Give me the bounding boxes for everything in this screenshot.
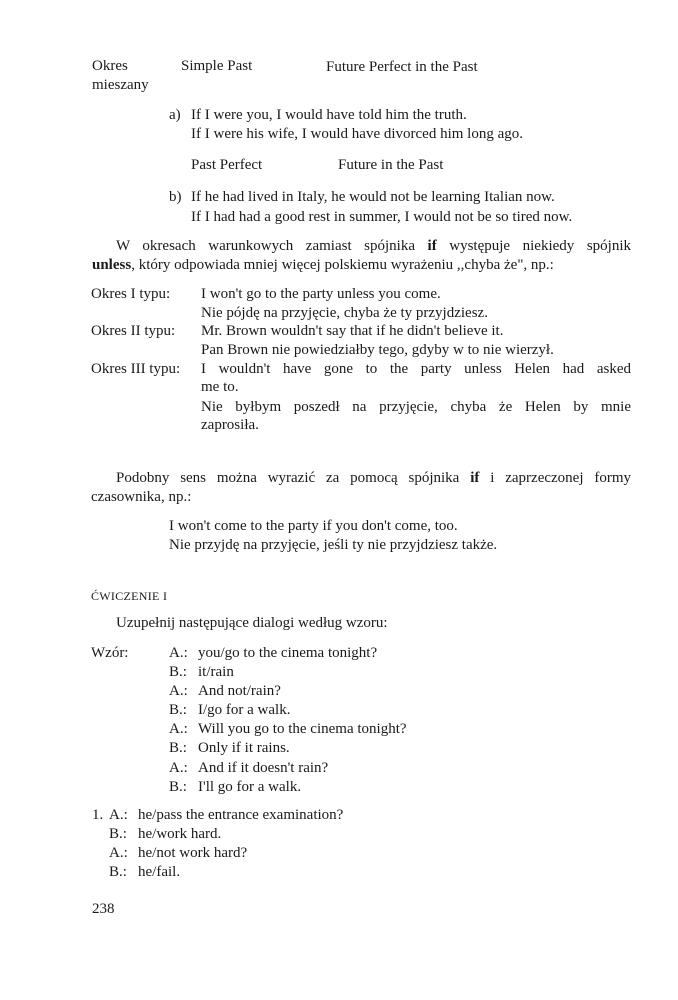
wzor-speaker: B.: (169, 779, 187, 795)
para1-line2: unless, który odpowiada mniej więcej polskiemu wyrażeniu ,,chyba że", np.: (92, 257, 554, 273)
exercise-heading: ĆWICZENIE I (91, 589, 168, 603)
example-b-line2: If I had had a good rest in summer, I would not be so tired now. (191, 209, 573, 225)
page-number: 238 (92, 901, 115, 917)
type2-label: Okres II typu: (91, 323, 176, 339)
example-b-marker: b) (169, 189, 182, 205)
exercise-instruction: Uzupełnij następujące dialogi według wzoru: (116, 615, 388, 631)
example-c-line2: Nie przyjdę na przyjęcie, jeśli ty nie przyjdziesz także. (169, 537, 498, 553)
wzor-line: I'll go for a walk. (198, 779, 302, 795)
item1-line: he/fail. (138, 864, 181, 880)
header-future-perfect-past: Future Perfect in the Past (326, 59, 478, 75)
type2-line2: Pan Brown nie powiedziałby tego, gdyby w to nie wierzył. (201, 342, 554, 358)
wzor-speaker: B.: (169, 664, 187, 680)
item1-line: he/pass the entrance examination? (138, 807, 344, 823)
type1-label: Okres I typu: (91, 286, 171, 302)
item1-number: 1. (92, 807, 104, 823)
item1-speaker: A.: (109, 807, 128, 823)
wzor-speaker: A.: (169, 760, 188, 776)
para1-line1: W okresach warunkowych zamiast spójnika if występuje niekiedy spójnik (116, 238, 631, 254)
wzor-line: I/go for a walk. (198, 702, 291, 718)
para2-line1: Podobny sens można wyrazić za pomocą spójnika if i zaprzeczonej formy (116, 470, 631, 486)
wzor-speaker: B.: (169, 702, 187, 718)
wzor-line: Only if it rains. (198, 740, 290, 756)
example-b-line1: If he had lived in Italy, he would not be learning Italian now. (191, 189, 555, 205)
type3-line1: I wouldn't have gone to the party unless Helen had asked (201, 361, 631, 377)
wzor-line: Will you go to the cinema tonight? (198, 721, 407, 737)
wzor-label: Wzór: (91, 645, 129, 661)
example-a-line1: If I were you, I would have told him the truth. (191, 107, 467, 123)
type2-line1: Mr. Brown wouldn't say that if he didn't believe it. (201, 323, 504, 339)
wzor-speaker: A.: (169, 645, 188, 661)
type1-line2: Nie pójdę na przyjęcie, chyba że ty przyjdziesz. (201, 305, 488, 321)
header-simple-past: Simple Past (181, 58, 253, 74)
wzor-speaker: B.: (169, 740, 187, 756)
item1-speaker: A.: (109, 845, 128, 861)
wzor-line: And if it doesn't rain? (198, 760, 329, 776)
item1-speaker: B.: (109, 864, 127, 880)
wzor-speaker: A.: (169, 683, 188, 699)
item1-line: he/work hard. (138, 826, 222, 842)
header-mieszany: mieszany (92, 77, 149, 93)
wzor-line: you/go to the cinema tonight? (198, 645, 378, 661)
type3-line4: zaprosiła. (201, 417, 259, 433)
type3-line2: me to. (201, 379, 239, 395)
wzor-speaker: A.: (169, 721, 188, 737)
tense-past-perfect: Past Perfect (191, 157, 263, 173)
para2-line2: czasownika, np.: (91, 489, 192, 505)
item1-speaker: B.: (109, 826, 127, 842)
item1-line: he/not work hard? (138, 845, 248, 861)
type3-line3: Nie byłbym poszedł na przyjęcie, chyba że Helen by mnie (201, 399, 631, 415)
example-a-marker: a) (169, 107, 181, 123)
wzor-line: And not/rain? (198, 683, 281, 699)
wzor-line: it/rain (198, 664, 234, 680)
type3-label: Okres III typu: (91, 361, 181, 377)
tense-future-in-past: Future in the Past (338, 157, 444, 173)
example-c-line1: I won't come to the party if you don't come, too. (169, 518, 458, 534)
header-okres: Okres (92, 58, 128, 74)
example-a-line2: If I were his wife, I would have divorced him long ago. (191, 126, 523, 142)
type1-line1: I won't go to the party unless you come. (201, 286, 441, 302)
